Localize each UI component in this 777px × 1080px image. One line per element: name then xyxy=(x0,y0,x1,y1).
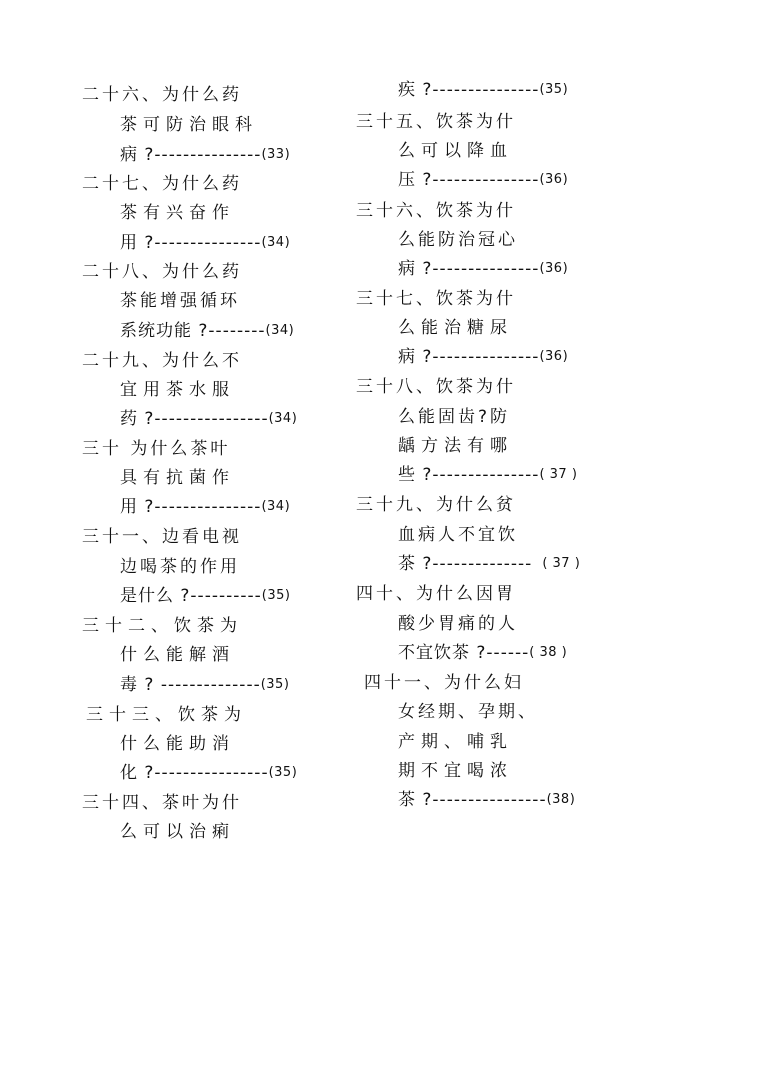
toc-entry-35-leader: 压 ?---------------(36) xyxy=(398,170,569,190)
toc-entry-33-heading: 三十三、饮茶为 xyxy=(86,705,247,725)
page-number: (35) xyxy=(261,588,291,603)
toc-entry-41-leader: 茶 ?----------------(38) xyxy=(398,790,576,810)
toc-entry-34-title: 么可以治痢 xyxy=(120,822,235,842)
toc-entry-41-heading: 四十一、为什么妇 xyxy=(364,673,524,693)
toc-entry-28-title: 茶能增强循环 xyxy=(120,291,240,311)
toc-entry-36-heading: 三十六、饮茶为什 xyxy=(356,201,516,221)
toc-entry-26-leader: 病 ?---------------(33) xyxy=(120,145,291,165)
toc-entry-41-title: 女经期、孕期、 xyxy=(398,702,538,722)
page-number: (35) xyxy=(268,765,298,780)
page-number: (35) xyxy=(539,82,569,97)
toc-entry-38-title-2: 龋方法有哪 xyxy=(398,436,513,456)
toc-entry-40-title: 酸少胃痛的人 xyxy=(398,614,518,634)
toc-entry-35-heading: 三十五、饮茶为什 xyxy=(356,112,516,132)
page-number: ( 37 ) xyxy=(539,467,578,482)
toc-entry-32-leader: 毒 ? --------------(35) xyxy=(120,675,290,695)
page-number: (34) xyxy=(261,499,291,514)
toc-entry-38-title: 么能固齿?防 xyxy=(398,407,511,427)
toc-entry-29-heading: 二十九、为什么不 xyxy=(82,351,242,371)
page-number: (36) xyxy=(539,261,569,276)
page-number: (33) xyxy=(261,147,291,162)
toc-entry-31-heading: 三十一、边看电视 xyxy=(82,527,242,547)
toc-entry-40-heading: 四十、为什么因胃 xyxy=(356,584,516,604)
toc-entry-36-leader: 病 ?---------------(36) xyxy=(398,259,569,279)
toc-entry-39-title: 血病人不宜饮 xyxy=(398,525,518,545)
toc-entry-29-title: 宜用茶水服 xyxy=(120,380,235,400)
toc-entry-34-heading: 三十四、茶叶为什 xyxy=(82,793,242,813)
toc-entry-41-title-3: 期不宜喝浓 xyxy=(398,761,513,781)
toc-entry-37-heading: 三十七、饮茶为什 xyxy=(356,289,516,309)
toc-entry-27-title: 茶有兴奋作 xyxy=(120,203,235,223)
toc-entry-33-leader: 化 ?----------------(35) xyxy=(120,763,298,783)
toc-entry-32-heading: 三十二、饮茶为 xyxy=(82,616,243,636)
toc-entry-27-leader: 用 ?---------------(34) xyxy=(120,233,291,253)
toc-entry-34-leader: 疾 ?---------------(35) xyxy=(398,80,569,100)
toc-entry-37-leader: 病 ?---------------(36) xyxy=(398,347,569,367)
page-number: (35) xyxy=(260,677,290,692)
toc-entry-28-leader: 系统功能 ?--------(34) xyxy=(120,321,295,341)
toc-entry-28-heading: 二十八、为什么药 xyxy=(82,262,242,282)
page-number: (36) xyxy=(539,172,569,187)
toc-entry-39-leader: 茶 ?-------------- ( 37 ) xyxy=(398,554,581,574)
toc-entry-26-title: 茶可防治眼科 xyxy=(120,115,258,135)
page-number: ( 38 ) xyxy=(529,645,568,660)
toc-entry-30-title: 具有抗菌作 xyxy=(120,468,235,488)
toc-entry-30-leader: 用 ?---------------(34) xyxy=(120,497,291,517)
toc-entry-29-leader: 药 ?----------------(34) xyxy=(120,409,298,429)
toc-entry-31-leader: 是什么 ?----------(35) xyxy=(120,586,291,606)
page-number: (38) xyxy=(546,792,576,807)
toc-entry-39-heading: 三十九、为什么贫 xyxy=(356,495,516,515)
toc-entry-41-title-2: 产期、哺乳 xyxy=(398,732,513,752)
page-number: (34) xyxy=(268,411,298,426)
toc-entry-27-heading: 二十七、为什么药 xyxy=(82,174,242,194)
toc-entry-38-heading: 三十八、饮茶为什 xyxy=(356,377,516,397)
page-number: (34) xyxy=(261,235,291,250)
page-number: (34) xyxy=(265,323,295,338)
toc-entry-31-title: 边喝茶的作用 xyxy=(120,557,240,577)
toc-entry-30-heading: 三十 为什么茶叶 xyxy=(82,439,231,459)
page-number: ( 37 ) xyxy=(542,556,581,571)
toc-entry-36-title: 么能防治冠心 xyxy=(398,230,518,250)
toc-entry-38-leader: 些 ?---------------( 37 ) xyxy=(398,465,578,485)
toc-entry-37-title: 么能治糖尿 xyxy=(398,318,513,338)
toc-entry-26-heading: 二十六、为什么药 xyxy=(82,85,242,105)
toc-entry-35-title: 么可以降血 xyxy=(398,141,513,161)
toc-entry-40-leader: 不宜饮茶 ?------( 38 ) xyxy=(398,643,568,663)
page-number: (36) xyxy=(539,349,569,364)
toc-entry-33-title: 什么能助消 xyxy=(120,734,235,754)
toc-entry-32-title: 什么能解酒 xyxy=(120,645,235,665)
